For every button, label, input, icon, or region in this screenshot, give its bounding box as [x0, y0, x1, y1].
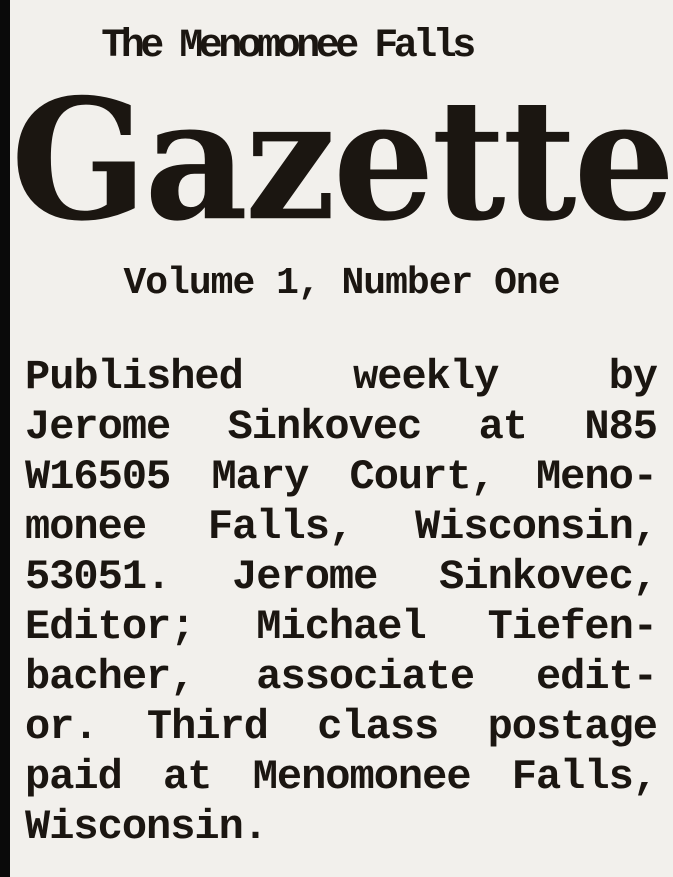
colophon-line: monee Falls, Wisconsin,: [25, 503, 657, 551]
scan-edge-bar: [0, 0, 10, 877]
colophon-line: Jerome Sinkovec at N85: [25, 403, 657, 451]
colophon-line: 53051. Jerome Sinkovec,: [25, 553, 657, 601]
masthead-title: Gazette: [10, 62, 673, 258]
colophon-line: W16505 Mary Court, Meno-: [25, 453, 657, 501]
colophon-line: bacher, associate edit-: [25, 653, 657, 701]
page-content: [10, 0, 673, 877]
colophon-line: Editor; Michael Tiefen-: [25, 603, 657, 651]
colophon-paragraph: [10, 352, 673, 852]
colophon-line: paid at Menomonee Falls,: [25, 753, 657, 801]
issue-line: Volume 1, Number One: [123, 262, 560, 305]
colophon-line: or. Third class postage: [25, 703, 657, 751]
colophon-line: Published weekly by: [25, 353, 657, 401]
colophon-line: Wisconsin.: [25, 803, 268, 851]
masthead-kicker: The Menomonee Falls: [101, 24, 472, 69]
